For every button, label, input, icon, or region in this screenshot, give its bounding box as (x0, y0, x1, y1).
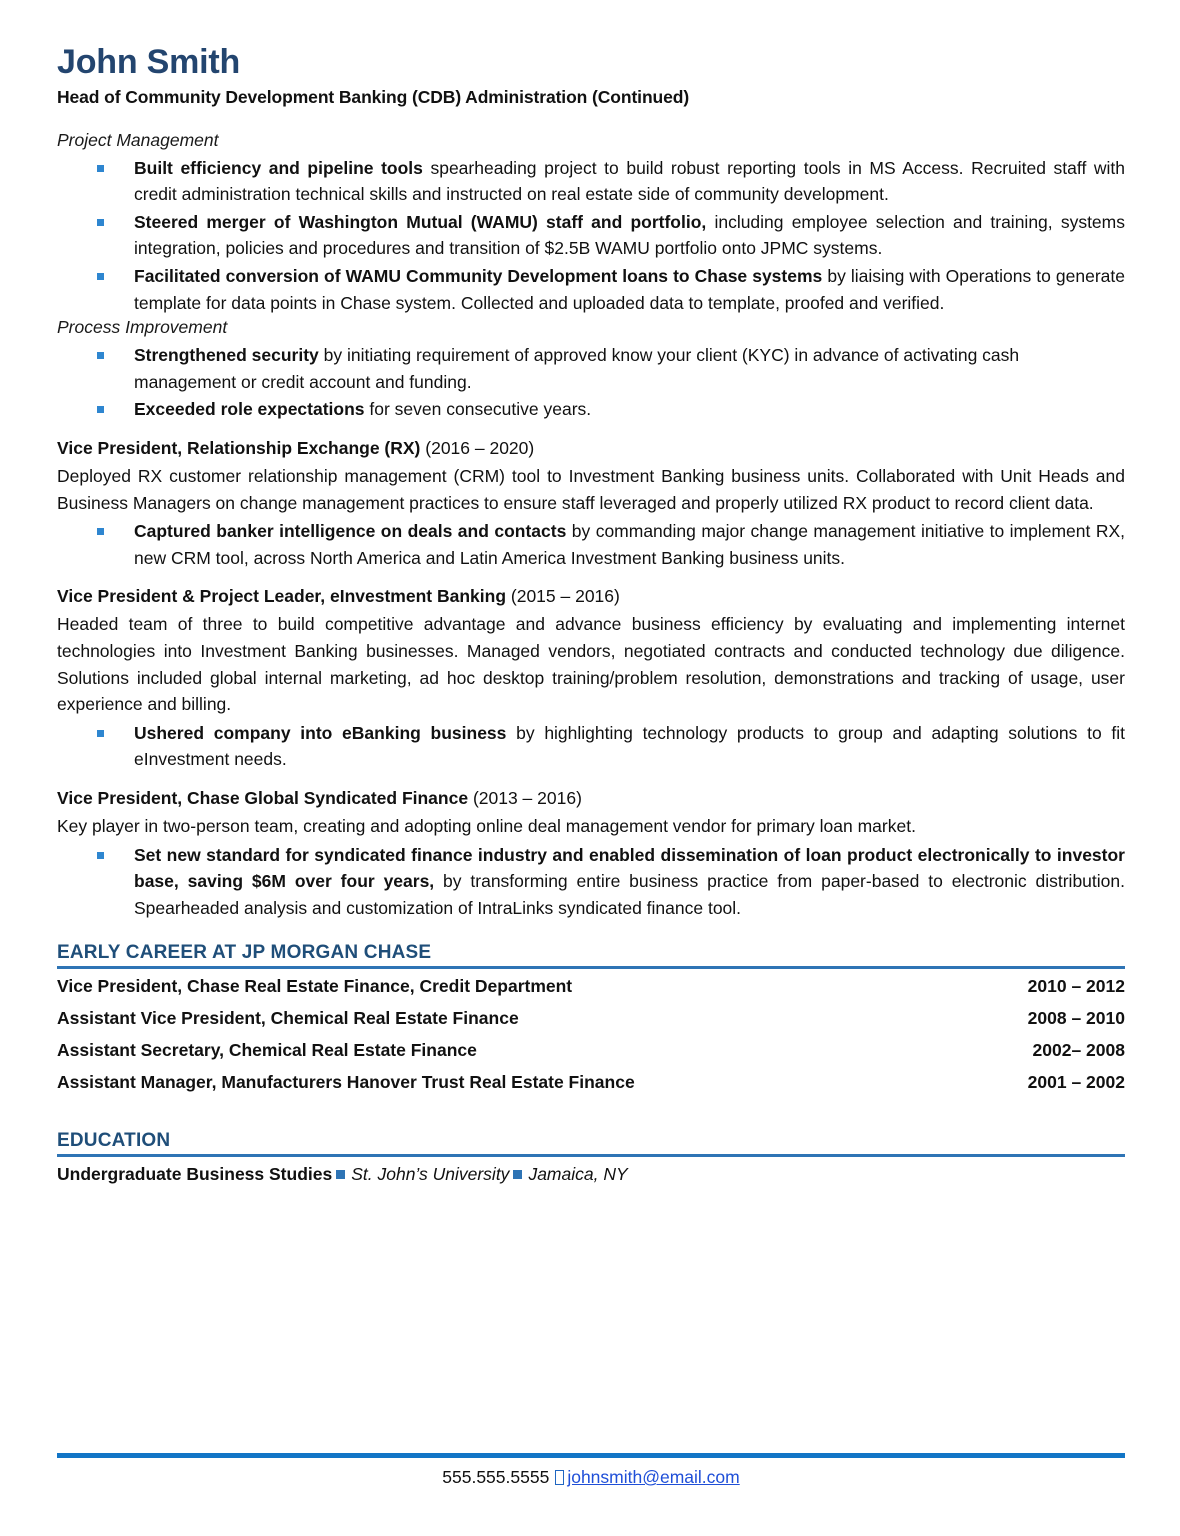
bullet-item (57, 720, 1125, 773)
square-separator-icon (336, 1170, 345, 1179)
career-years: 2002– 2008 (1032, 1040, 1125, 1061)
bullet-lead: Built efficiency and pipeline tools (134, 157, 423, 178)
group-subheading: Process Improvement (57, 317, 228, 338)
early-career-table (57, 976, 1125, 1093)
bullet-text: for seven consecutive years. (364, 399, 592, 420)
education-entry (57, 1164, 1125, 1185)
role-title: Vice President, Relationship Exchange (RX) (57, 438, 421, 459)
group-subheading: Project Management (57, 129, 219, 150)
square-bullet-icon (97, 528, 104, 535)
candidate-headline: Head of Community Development Banking (CDB) Administration (Continued) (57, 86, 690, 107)
role-summary: Headed team of three to build competitive advantage and advance business efficiency by evaluating and implementing internet technologies into Investment Banking businesses. Managed vendors, negotiated contracts and conducted technology due diligence. Solutions included global internal marketing, ad hoc desktop training/problem resolution, demonstrations and tracking of usage, user experience and billing. (57, 614, 1125, 715)
career-row (57, 1008, 1125, 1029)
bullet-lead: Strengthened security (134, 345, 319, 366)
bullet-list (57, 720, 1125, 773)
role-title-line (57, 586, 1125, 607)
bullet-text: including employee selection and training, systems integration, policies and procedures and transition of $2.5B WAMU portfolio onto JPMC systems. (134, 211, 1125, 259)
contact-line (57, 1467, 1125, 1488)
phone-number: 555.555.5555 (442, 1467, 550, 1487)
bullet-item (57, 842, 1125, 922)
square-bullet-icon (97, 219, 104, 226)
career-role: Vice President, Chase Real Estate Finance, Credit Department (57, 976, 573, 997)
bullet-list (57, 518, 1125, 571)
role-dates: (2016 – 2020) (420, 438, 535, 459)
page-footer (57, 1453, 1125, 1488)
bullet-item (57, 263, 1125, 316)
career-years: 2010 – 2012 (1027, 976, 1125, 997)
education-school: St. John’s University (351, 1164, 510, 1185)
role-summary: Deployed RX customer relationship management (CRM) tool to Investment Banking business units. Collaborated with Unit Heads and Business Managers on change management practices to ensure staff leveraged and properly utilized RX product to record client data. (57, 466, 1125, 513)
bullet-list (57, 842, 1125, 922)
footer-divider (57, 1453, 1125, 1458)
role-dates: (2013 – 2016) (468, 787, 582, 808)
role-summary: Key player in two-person team, creating and adopting online deal management vendor for primary loan market. (57, 815, 916, 836)
bullet-text: by liaising with Operations to generate template for data points in Chase system. Collected and uploaded data to template, proofed and verified. (134, 266, 1125, 313)
career-role: Assistant Secretary, Chemical Real Estate Finance (57, 1040, 477, 1061)
bullet-lead: Ushered company into eBanking business (134, 722, 507, 743)
career-row (57, 1040, 1125, 1061)
bullet-lead: Exceeded role expectations (134, 399, 365, 420)
role-sections (57, 424, 1125, 921)
square-separator-icon (513, 1170, 522, 1179)
bullet-text: by transforming entire business practice from paper-based to electronic distribution. Spearheaded analysis and customization of IntraLinks syndicated finance tool. (134, 871, 1125, 918)
role-title-line (57, 788, 1125, 809)
bullet-item (57, 342, 1125, 395)
career-role: Assistant Vice President, Chemical Real Estate Finance (57, 1008, 519, 1029)
bullet-list (57, 155, 1125, 317)
bullet-item (57, 209, 1125, 262)
role-title: Vice President & Project Leader, eInvestment Banking (57, 586, 507, 607)
candidate-name: John Smith (57, 43, 241, 81)
career-row (57, 1072, 1125, 1093)
bullet-text: spearheading project to build robust reporting tools in MS Access. Recruited staff with credit administration technical skills and instructed on real estate side of community development. (134, 157, 1125, 205)
bullet-lead: Set new standard for syndicated finance industry and enabled dissemination of loan product electronically to investor base, saving $6M over four years, (134, 844, 1125, 892)
bullet-item (57, 396, 1125, 423)
envelope-icon (555, 1470, 564, 1485)
square-bullet-icon (97, 852, 104, 859)
experience-groups (57, 130, 1125, 423)
bullet-lead: Facilitated conversion of WAMU Community Development loans to Chase systems (134, 266, 823, 287)
education-degree: Undergraduate Business Studies (57, 1164, 333, 1185)
bullet-item (57, 155, 1125, 208)
bullet-text: by initiating requirement of approved know your client (KYC) in advance of activating cash management or credit account and funding. (134, 345, 1020, 392)
square-bullet-icon (97, 406, 104, 413)
square-bullet-icon (97, 352, 104, 359)
career-years: 2001 – 2002 (1027, 1072, 1125, 1093)
bullet-lead: Captured banker intelligence on deals and contacts (134, 521, 567, 542)
education-location: Jamaica, NY (528, 1164, 628, 1185)
section-divider (57, 1154, 1125, 1157)
square-bullet-icon (97, 730, 104, 737)
early-career-heading: EARLY CAREER AT JP MORGAN CHASE (57, 942, 432, 964)
bullet-text: by commanding major change management initiative to implement RX, new CRM tool, across North America and Latin America Investment Banking business units. (134, 521, 1125, 568)
role-dates: (2015 – 2016) (506, 586, 620, 607)
role-title-line (57, 438, 1125, 459)
bullet-item (57, 518, 1125, 571)
career-row (57, 976, 1125, 997)
role-title: Vice President, Chase Global Syndicated Finance (57, 787, 469, 808)
bullet-list (57, 342, 1125, 423)
square-bullet-icon (97, 165, 104, 172)
square-bullet-icon (97, 273, 104, 280)
email-link[interactable]: johnsmith@email.com (567, 1467, 740, 1487)
section-divider (57, 966, 1125, 969)
bullet-lead: Steered merger of Washington Mutual (WAMU) staff and portfolio, (134, 211, 707, 232)
career-role: Assistant Manager, Manufacturers Hanover Trust Real Estate Finance (57, 1072, 635, 1093)
education-heading: EDUCATION (57, 1130, 171, 1152)
bullet-text: by highlighting technology products to group and adapting solutions to fit eInvestment needs. (134, 722, 1126, 770)
career-years: 2008 – 2010 (1027, 1008, 1125, 1029)
